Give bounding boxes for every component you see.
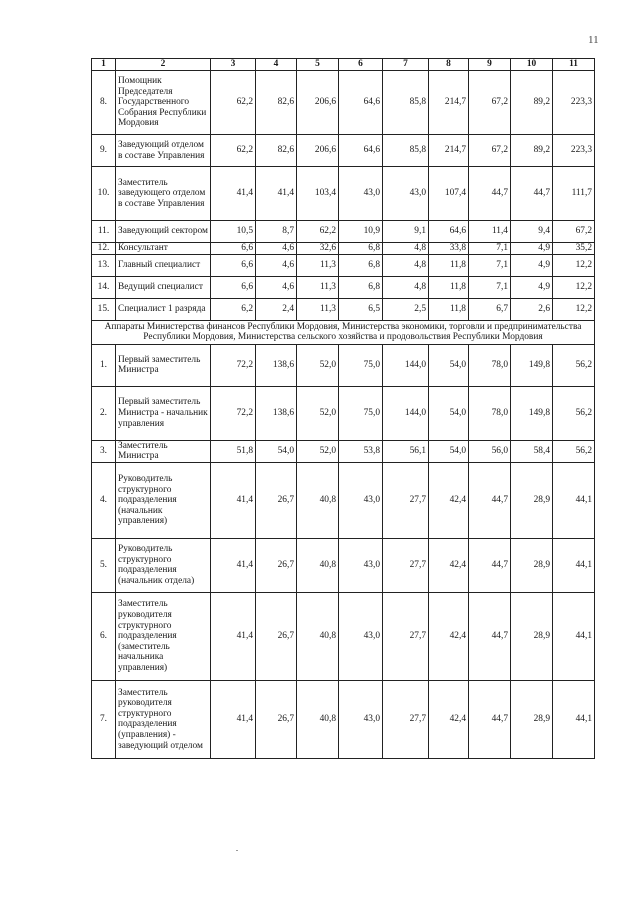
value-cell: 4,8 <box>383 276 429 298</box>
value-cell: 27,7 <box>383 592 429 680</box>
col-header: 9 <box>469 59 511 71</box>
section-row <box>92 320 595 344</box>
col-header: 8 <box>429 59 469 71</box>
value-cell: 43,0 <box>339 592 383 680</box>
value-cell: 43,0 <box>339 680 383 758</box>
table-body-b <box>92 344 595 758</box>
value-cell: 40,8 <box>297 680 339 758</box>
value-cell: 56,2 <box>553 344 595 386</box>
value-cell: 7,1 <box>469 254 511 276</box>
value-cell: 138,6 <box>256 386 297 440</box>
row-index: 15. <box>92 298 116 320</box>
row-index: 11. <box>92 221 116 243</box>
table-row <box>92 440 595 462</box>
row-index: 2. <box>92 386 116 440</box>
value-cell: 44,1 <box>553 592 595 680</box>
row-index: 10. <box>92 167 116 221</box>
value-cell: 62,2 <box>211 71 256 135</box>
section-title: Аппараты Министерства финансов Республики Мордовия, Министерства экономики, торговли и предпринимательства Республики Мордовия, Министерства сельского хозяйства и продовольствия Республики Мордовия <box>92 320 595 344</box>
value-cell: 44,7 <box>511 167 553 221</box>
value-cell: 43,0 <box>339 462 383 538</box>
col-header: 11 <box>553 59 595 71</box>
value-cell: 223,3 <box>553 71 595 135</box>
value-cell: 4,8 <box>383 243 429 255</box>
value-cell: 223,3 <box>553 135 595 167</box>
value-cell: 2,6 <box>511 298 553 320</box>
value-cell: 33,8 <box>429 243 469 255</box>
value-cell: 89,2 <box>511 135 553 167</box>
col-header: 7 <box>383 59 429 71</box>
table-row <box>92 135 595 167</box>
value-cell: 42,4 <box>429 680 469 758</box>
col-header: 3 <box>211 59 256 71</box>
value-cell: 58,4 <box>511 440 553 462</box>
value-cell: 26,7 <box>256 680 297 758</box>
value-cell: 214,7 <box>429 135 469 167</box>
value-cell: 43,0 <box>339 538 383 592</box>
table-row <box>92 538 595 592</box>
table-row <box>92 462 595 538</box>
value-cell: 11,8 <box>429 254 469 276</box>
table-row <box>92 71 595 135</box>
row-index: 9. <box>92 135 116 167</box>
value-cell: 11,3 <box>297 298 339 320</box>
value-cell: 41,4 <box>211 538 256 592</box>
value-cell: 2,5 <box>383 298 429 320</box>
row-index: 13. <box>92 254 116 276</box>
value-cell: 44,7 <box>469 167 511 221</box>
value-cell: 56,0 <box>469 440 511 462</box>
value-cell: 206,6 <box>297 135 339 167</box>
value-cell: 82,6 <box>256 71 297 135</box>
value-cell: 41,4 <box>211 167 256 221</box>
value-cell: 56,1 <box>383 440 429 462</box>
value-cell: 8,7 <box>256 221 297 243</box>
row-index: 8. <box>92 71 116 135</box>
value-cell: 4,6 <box>256 243 297 255</box>
value-cell: 4,9 <box>511 276 553 298</box>
position-name: Помощник Председателя Государственного Собрания Республики Мордовия <box>116 71 211 135</box>
position-name: Заведующий сектором <box>116 221 211 243</box>
value-cell: 11,4 <box>469 221 511 243</box>
value-cell: 4,8 <box>383 254 429 276</box>
value-cell: 4,6 <box>256 254 297 276</box>
value-cell: 44,7 <box>469 680 511 758</box>
value-cell: 54,0 <box>256 440 297 462</box>
value-cell: 9,4 <box>511 221 553 243</box>
position-name: Заместитель заведующего отделом в составе Управления <box>116 167 211 221</box>
value-cell: 6,8 <box>339 276 383 298</box>
position-name: Первый заместитель Министра <box>116 344 211 386</box>
value-cell: 6,6 <box>211 243 256 255</box>
row-index: 7. <box>92 680 116 758</box>
value-cell: 6,2 <box>211 298 256 320</box>
table-row <box>92 386 595 440</box>
value-cell: 41,4 <box>211 592 256 680</box>
value-cell: 12,2 <box>553 298 595 320</box>
value-cell: 52,0 <box>297 386 339 440</box>
value-cell: 43,0 <box>383 167 429 221</box>
page-number: 11 <box>588 34 599 46</box>
value-cell: 89,2 <box>511 71 553 135</box>
row-index: 3. <box>92 440 116 462</box>
value-cell: 67,2 <box>553 221 595 243</box>
value-cell: 78,0 <box>469 344 511 386</box>
value-cell: 149,8 <box>511 344 553 386</box>
value-cell: 44,1 <box>553 538 595 592</box>
scan-mark <box>236 850 238 851</box>
table-row <box>92 276 595 298</box>
value-cell: 27,7 <box>383 680 429 758</box>
value-cell: 6,5 <box>339 298 383 320</box>
value-cell: 214,7 <box>429 71 469 135</box>
row-index: 6. <box>92 592 116 680</box>
value-cell: 78,0 <box>469 386 511 440</box>
header-row <box>92 59 595 71</box>
table-row <box>92 680 595 758</box>
value-cell: 85,8 <box>383 71 429 135</box>
table-row <box>92 298 595 320</box>
value-cell: 75,0 <box>339 386 383 440</box>
value-cell: 11,8 <box>429 298 469 320</box>
value-cell: 2,4 <box>256 298 297 320</box>
table-row <box>92 167 595 221</box>
table-row <box>92 221 595 243</box>
value-cell: 206,6 <box>297 71 339 135</box>
value-cell: 26,7 <box>256 592 297 680</box>
position-name: Руководитель структурного подразделения (начальник управления) <box>116 462 211 538</box>
value-cell: 11,3 <box>297 254 339 276</box>
position-name: Заведующий отделом в составе Управления <box>116 135 211 167</box>
position-name: Специалист 1 разряда <box>116 298 211 320</box>
row-index: 4. <box>92 462 116 538</box>
value-cell: 72,2 <box>211 386 256 440</box>
value-cell: 12,2 <box>553 254 595 276</box>
value-cell: 4,6 <box>256 276 297 298</box>
value-cell: 28,9 <box>511 538 553 592</box>
position-name: Ведущий специалист <box>116 276 211 298</box>
value-cell: 67,2 <box>469 135 511 167</box>
value-cell: 6,8 <box>339 254 383 276</box>
position-name: Заместитель руководителя структурного подразделения (заместитель начальника управления) <box>116 592 211 680</box>
position-name: Первый заместитель Министра - начальник управления <box>116 386 211 440</box>
value-cell: 52,0 <box>297 440 339 462</box>
table-row <box>92 243 595 255</box>
value-cell: 12,2 <box>553 276 595 298</box>
value-cell: 44,7 <box>469 538 511 592</box>
table-body-a <box>92 71 595 321</box>
value-cell: 6,6 <box>211 254 256 276</box>
row-index: 5. <box>92 538 116 592</box>
value-cell: 72,2 <box>211 344 256 386</box>
value-cell: 54,0 <box>429 386 469 440</box>
value-cell: 7,1 <box>469 243 511 255</box>
col-header: 10 <box>511 59 553 71</box>
value-cell: 44,7 <box>469 592 511 680</box>
table-row <box>92 592 595 680</box>
col-header: 1 <box>92 59 116 71</box>
value-cell: 42,4 <box>429 462 469 538</box>
value-cell: 42,4 <box>429 538 469 592</box>
value-cell: 11,8 <box>429 276 469 298</box>
value-cell: 54,0 <box>429 440 469 462</box>
col-header: 5 <box>297 59 339 71</box>
value-cell: 54,0 <box>429 344 469 386</box>
value-cell: 35,2 <box>553 243 595 255</box>
value-cell: 32,6 <box>297 243 339 255</box>
position-name: Консультант <box>116 243 211 255</box>
position-name: Заместитель Министра <box>116 440 211 462</box>
value-cell: 67,2 <box>469 71 511 135</box>
row-index: 12. <box>92 243 116 255</box>
value-cell: 11,3 <box>297 276 339 298</box>
position-name: Заместитель руководителя структурного подразделения (управления) - заведующий отделом <box>116 680 211 758</box>
value-cell: 44,1 <box>553 680 595 758</box>
value-cell: 28,9 <box>511 592 553 680</box>
value-cell: 27,7 <box>383 538 429 592</box>
value-cell: 82,6 <box>256 135 297 167</box>
value-cell: 43,0 <box>339 167 383 221</box>
value-cell: 75,0 <box>339 344 383 386</box>
position-name: Руководитель структурного подразделения (начальник отдела) <box>116 538 211 592</box>
value-cell: 4,9 <box>511 243 553 255</box>
value-cell: 28,9 <box>511 462 553 538</box>
value-cell: 44,7 <box>469 462 511 538</box>
value-cell: 56,2 <box>553 440 595 462</box>
col-header: 4 <box>256 59 297 71</box>
value-cell: 64,6 <box>339 71 383 135</box>
table-row <box>92 254 595 276</box>
value-cell: 40,8 <box>297 592 339 680</box>
value-cell: 40,8 <box>297 462 339 538</box>
salary-table <box>91 58 595 759</box>
value-cell: 53,8 <box>339 440 383 462</box>
value-cell: 7,1 <box>469 276 511 298</box>
value-cell: 42,4 <box>429 592 469 680</box>
value-cell: 111,7 <box>553 167 595 221</box>
value-cell: 10,9 <box>339 221 383 243</box>
value-cell: 138,6 <box>256 344 297 386</box>
value-cell: 44,1 <box>553 462 595 538</box>
value-cell: 6,7 <box>469 298 511 320</box>
value-cell: 41,4 <box>256 167 297 221</box>
value-cell: 26,7 <box>256 462 297 538</box>
value-cell: 51,8 <box>211 440 256 462</box>
col-header: 2 <box>116 59 211 71</box>
value-cell: 40,8 <box>297 538 339 592</box>
value-cell: 103,4 <box>297 167 339 221</box>
value-cell: 107,4 <box>429 167 469 221</box>
value-cell: 85,8 <box>383 135 429 167</box>
value-cell: 149,8 <box>511 386 553 440</box>
value-cell: 62,2 <box>297 221 339 243</box>
position-name: Главный специалист <box>116 254 211 276</box>
row-index: 1. <box>92 344 116 386</box>
value-cell: 10,5 <box>211 221 256 243</box>
value-cell: 62,2 <box>211 135 256 167</box>
value-cell: 4,9 <box>511 254 553 276</box>
value-cell: 9,1 <box>383 221 429 243</box>
value-cell: 56,2 <box>553 386 595 440</box>
value-cell: 6,6 <box>211 276 256 298</box>
value-cell: 6,8 <box>339 243 383 255</box>
table-row <box>92 344 595 386</box>
value-cell: 52,0 <box>297 344 339 386</box>
value-cell: 64,6 <box>429 221 469 243</box>
value-cell: 26,7 <box>256 538 297 592</box>
value-cell: 27,7 <box>383 462 429 538</box>
value-cell: 41,4 <box>211 680 256 758</box>
value-cell: 41,4 <box>211 462 256 538</box>
value-cell: 144,0 <box>383 344 429 386</box>
value-cell: 28,9 <box>511 680 553 758</box>
row-index: 14. <box>92 276 116 298</box>
value-cell: 144,0 <box>383 386 429 440</box>
col-header: 6 <box>339 59 383 71</box>
value-cell: 64,6 <box>339 135 383 167</box>
